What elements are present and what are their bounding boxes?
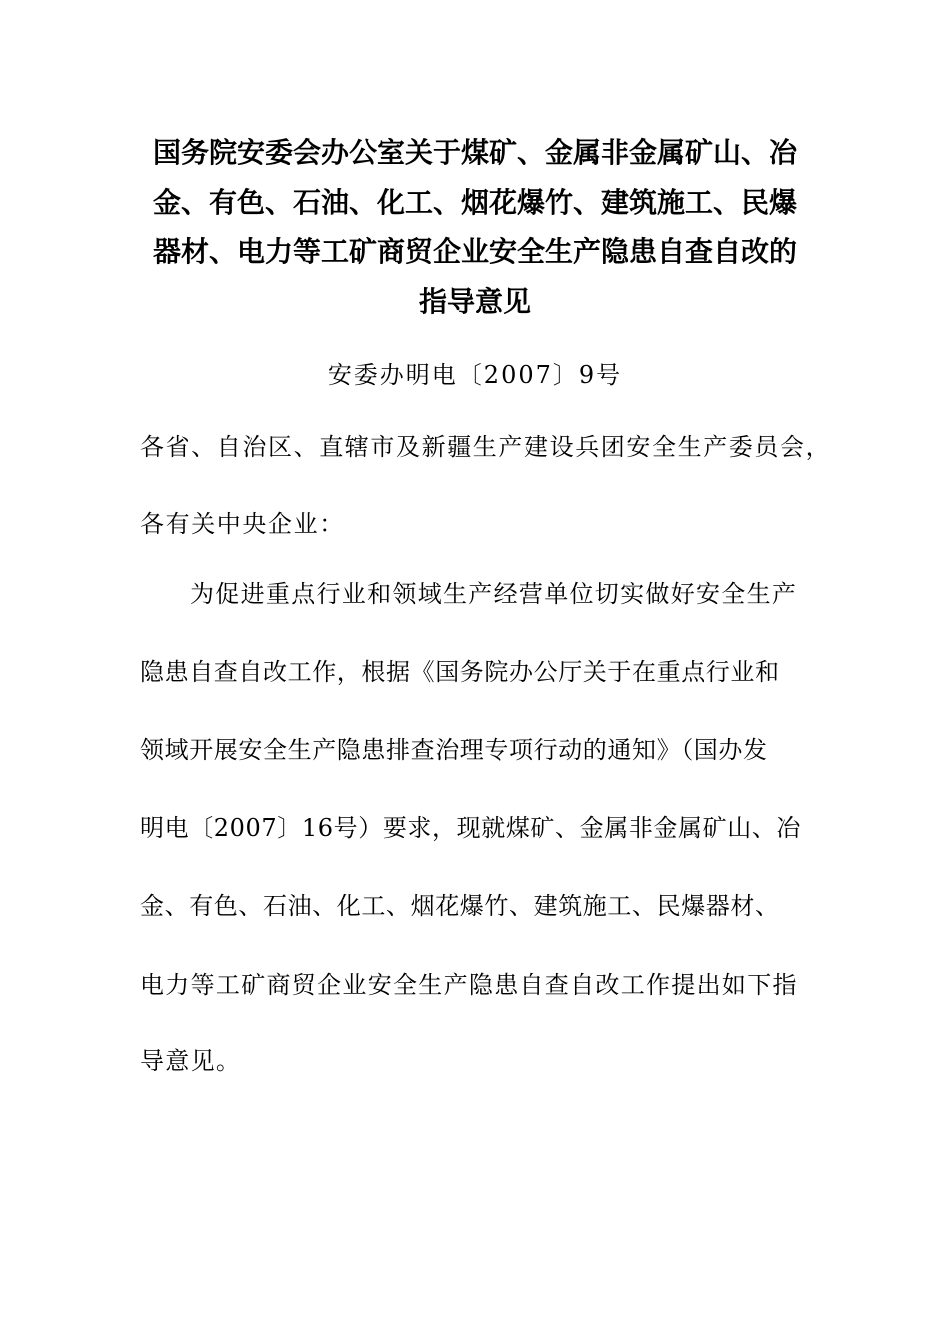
body-line-4: 明电〔2007〕16号）要求，现就煤矿、金属非金属矿山、冶: [140, 814, 802, 842]
body-line-5: 金、有色、石油、化工、烟花爆竹、建筑施工、民爆器材、: [140, 892, 780, 920]
body-line-3: 领域开展安全生产隐患排查治理专项行动的通知》（国办发: [140, 736, 768, 764]
document-title-line-3: 器材、电力等工矿商贸企业安全生产隐患自查自改的: [152, 235, 797, 268]
document-title-line-2: 金、有色、石油、化工、烟花爆竹、建筑施工、民爆: [152, 186, 797, 219]
addressee-line-1: 各省、自治区、直辖市及新疆生产建设兵团安全生产委员会，: [140, 433, 832, 461]
document-title-line-4: 指导意见: [418, 285, 531, 318]
body-line-6: 电力等工矿商贸企业安全生产隐患自查自改工作提出如下指: [140, 971, 798, 999]
document-number: 安委办明电〔2007〕9号: [327, 361, 623, 389]
addressee-line-2: 各有关中央企业：: [140, 510, 345, 538]
body-line-1: 为促进重点行业和领域生产经营单位切实做好安全生产: [190, 580, 798, 608]
document-title-line-1: 国务院安委会办公室关于煤矿、金属非金属矿山、冶: [152, 136, 797, 169]
body-line-7: 导意见。: [140, 1047, 242, 1075]
body-line-2: 隐患自查自改工作，根据《国务院办公厅关于在重点行业和: [140, 658, 780, 686]
